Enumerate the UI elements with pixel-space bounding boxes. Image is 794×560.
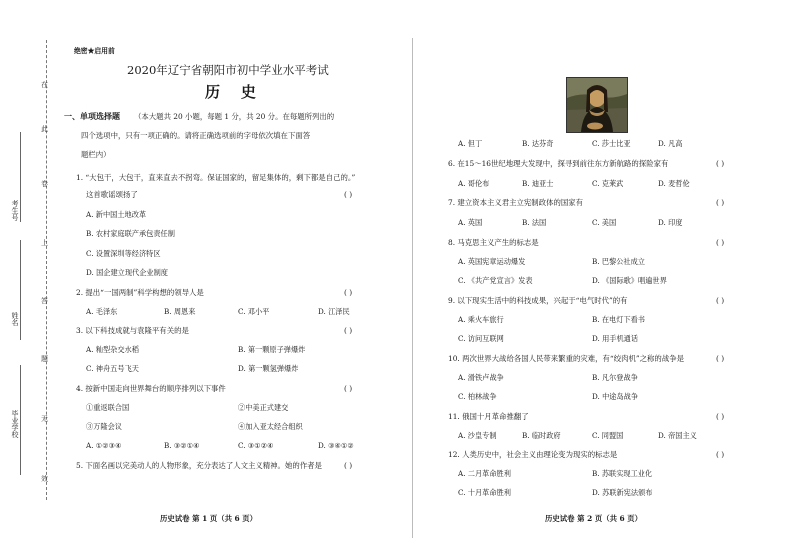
q5-answer-paren[interactable]: ( )	[344, 461, 353, 470]
q1-stem-cont: 这首歌谣颂扬了	[86, 190, 138, 199]
subject-title: 历 史	[205, 83, 256, 101]
q7-option-c: C. 美国	[592, 218, 617, 227]
q5-option-b: B. 达芬奇	[522, 139, 554, 148]
q1-option-d: D. 国企建立现代企业制度	[86, 268, 168, 277]
q2-stem: 2. 提出“一国两制”科学构想的领导人是	[76, 288, 204, 297]
q4-event-1: ①重返联合国	[86, 403, 130, 412]
seal-char: 答	[41, 297, 48, 305]
q3-option-d: D. 第一颗氢弹爆炸	[238, 364, 299, 373]
q3-option-b: B. 第一颗原子弹爆炸	[238, 345, 306, 354]
q7-option-b: B. 法国	[522, 218, 547, 227]
q12-option-a: A. 二月革命胜利	[458, 469, 511, 478]
page-divider	[412, 38, 413, 538]
q4-event-4: ④加入亚太经合组织	[238, 422, 303, 431]
q2-answer-paren[interactable]: ( )	[344, 288, 353, 297]
q10-stem: 10. 两次世界大战给各国人民带来繁重的灾难，有“绞肉机”之称的战争是	[448, 354, 684, 363]
field-label-school: 毕业学校	[11, 410, 19, 438]
q4-option-b: B. ③②①④	[164, 441, 200, 450]
q8-option-c: C. 《共产党宣言》发表	[458, 276, 533, 285]
q3-stem: 3. 以下科技成就与袁隆平有关的是	[76, 326, 189, 335]
field-line-name[interactable]	[20, 240, 21, 340]
q6-answer-paren[interactable]: ( )	[716, 159, 725, 168]
q9-option-d: D. 用手机通话	[592, 334, 639, 343]
q10-option-b: B. 凡尔登战争	[592, 373, 638, 382]
q11-stem: 11. 俄国十月革命推翻了	[448, 412, 529, 421]
q6-option-b: B. 迪亚士	[522, 179, 554, 188]
q5-option-a: A. 但丁	[458, 139, 483, 148]
q4-event-2: ②中美正式建交	[238, 403, 289, 412]
q3-option-c: C. 神舟五号飞天	[86, 364, 139, 373]
q11-option-c: C. 同盟国	[592, 431, 624, 440]
q5-option-c: C. 莎士比亚	[592, 139, 631, 148]
seal-char: 此	[41, 125, 48, 133]
seal-char: 无	[41, 415, 48, 423]
q6-option-c: C. 克莱武	[592, 179, 624, 188]
q3-option-a: A. 籼型杂交水稻	[86, 345, 139, 354]
q12-answer-paren[interactable]: ( )	[716, 450, 725, 459]
q6-option-a: A. 哥伦布	[458, 179, 490, 188]
q12-option-d: D. 苏联新宪法颁布	[592, 488, 653, 497]
q10-option-a: A. 滑铁卢战争	[458, 373, 504, 382]
q5-option-d: D. 凡高	[658, 139, 683, 148]
q1-option-b: B. 农村家庭联产承包责任制	[86, 229, 175, 238]
q4-answer-paren[interactable]: ( )	[344, 384, 353, 393]
section-title: 一、单项选择题	[64, 111, 120, 121]
q8-answer-paren[interactable]: ( )	[716, 238, 725, 247]
q11-answer-paren[interactable]: ( )	[716, 412, 725, 421]
q8-option-b: B. 巴黎公社成立	[592, 257, 645, 266]
q11-option-d: D. 帝国主义	[658, 431, 697, 440]
q9-stem: 9. 以下现实生活中的科技成果，兴起于“电气时代”的有	[448, 296, 628, 305]
q2-option-c: C. 邓小平	[238, 307, 270, 316]
field-label-name: 姓名	[11, 312, 19, 326]
q1-stem: 1. “大包干，大包干，直来直去不拐弯。保证国家的，留足集体的，剩下都是自己的。”	[76, 173, 356, 182]
left-page-footer: 历史试卷 第 1 页（共 6 页）	[160, 514, 258, 523]
section-desc-line1: （本大题共 20 小题，每题 1 分，共 20 分。在每题所列出的	[134, 112, 335, 121]
q4-event-3: ③万隆会议	[86, 422, 122, 431]
q7-answer-paren[interactable]: ( )	[716, 198, 725, 207]
q1-option-a: A. 新中国土地改革	[86, 210, 147, 219]
section-desc-line2: 四个选项中，只有一项正确的。请将正确选项前的字母依次填在下面答	[81, 131, 311, 140]
seal-char: 在	[41, 81, 48, 89]
field-line-exam-number[interactable]	[20, 132, 21, 222]
q2-option-b: B. 周恩来	[164, 307, 196, 316]
q2-option-d: D. 江泽民	[318, 307, 350, 316]
q7-option-a: A. 英国	[458, 218, 483, 227]
mona-lisa-painting	[566, 77, 628, 133]
section-desc-line3: 题栏内）	[81, 150, 111, 159]
seal-dashed-line	[46, 40, 47, 500]
q9-option-b: B. 在电灯下看书	[592, 315, 645, 324]
q6-stem: 6. 在15～16世纪地理大发现中，探寻到前往东方新航路的探险家有	[448, 159, 669, 168]
secret-label: 绝密★启用前	[74, 47, 115, 55]
q1-answer-paren[interactable]: ( )	[344, 190, 353, 199]
q11-option-b: B. 临时政府	[522, 431, 561, 440]
seal-char: 卷	[41, 180, 48, 188]
q12-option-b: B. 苏联实现工业化	[592, 469, 653, 478]
q11-option-a: A. 沙皇专制	[458, 431, 497, 440]
q10-answer-paren[interactable]: ( )	[716, 354, 725, 363]
q2-option-a: A. 毛泽东	[86, 307, 118, 316]
q6-option-d: D. 麦哲伦	[658, 179, 690, 188]
q5-stem: 5. 下面名画以完美动人的人物形象，充分表达了人文主义精神。她的作者是	[76, 461, 322, 470]
q4-option-a: A. ①②③④	[86, 441, 122, 450]
seal-char: 上	[41, 239, 48, 247]
q4-option-c: C. ③①②④	[238, 441, 274, 450]
q10-option-d: D. 中途岛战争	[592, 392, 639, 401]
q4-option-d: D. ③④①②	[318, 441, 354, 450]
right-page-footer: 历史试卷 第 2 页（共 6 页）	[545, 514, 643, 523]
q7-option-d: D. 印度	[658, 218, 683, 227]
q9-option-a: A. 乘火车旅行	[458, 315, 504, 324]
seal-char: 效	[41, 475, 48, 483]
q4-stem: 4. 按新中国走向世界舞台的顺序排列以下事件	[76, 384, 226, 393]
field-label-exam-number: 考生号	[11, 200, 19, 221]
q8-stem: 8. 马克思主义产生的标志是	[448, 238, 539, 247]
exam-title: 2020年辽宁省朝阳市初中学业水平考试	[127, 63, 329, 77]
q8-option-a: A. 英国宪章运动爆发	[458, 257, 526, 266]
q12-stem: 12. 人类历史中，社会主义由理论变为现实的标志是	[448, 450, 618, 459]
q3-answer-paren[interactable]: ( )	[344, 326, 353, 335]
q10-option-c: C. 柏林战争	[458, 392, 497, 401]
q7-stem: 7. 建立资本主义君主立宪制政体的国家有	[448, 198, 584, 207]
seal-char: 题	[41, 355, 48, 363]
q9-option-c: C. 访问互联网	[458, 334, 504, 343]
q8-option-d: D. 《国际歌》唱遍世界	[592, 276, 667, 285]
q1-option-c: C. 设置深圳等经济特区	[86, 249, 161, 258]
q9-answer-paren[interactable]: ( )	[716, 296, 725, 305]
field-line-school[interactable]	[20, 365, 21, 475]
q12-option-c: C. 十月革命胜利	[458, 488, 511, 497]
